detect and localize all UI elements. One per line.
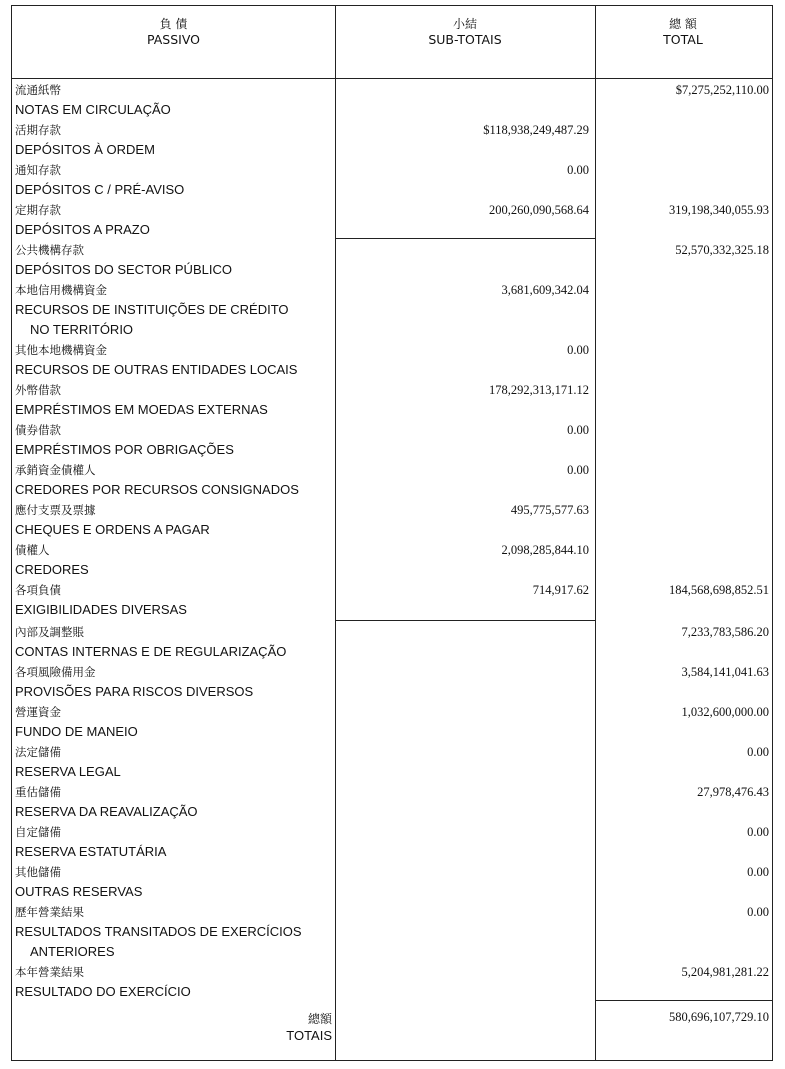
row-label-pt: EMPRÉSTIMOS POR OBRIGAÇÕES: [15, 442, 234, 457]
table-row: [12, 281, 772, 337]
row-label-pt: CREDORES POR RECURSOS CONSIGNADOS: [15, 482, 299, 497]
row-total-value: 1,032,600,000.00: [681, 705, 769, 719]
totals-value: 580,696,107,729.10: [669, 1010, 769, 1024]
table-row: [12, 81, 772, 121]
row-label-pt: RECURSOS DE OUTRAS ENTIDADES LOCAIS: [15, 362, 298, 377]
header-total: 總 額 TOTAL: [663, 17, 703, 47]
row-total-value: 184,568,698,852.51: [669, 583, 769, 597]
row-subtotal-value: 714,917.62: [532, 583, 589, 597]
row-label-zh: 營運資金: [15, 705, 61, 719]
row-label-pt: NOTAS EM CIRCULAÇÃO: [15, 102, 171, 117]
table-row: [12, 501, 772, 541]
row-subtotal-value: $118,938,249,487.29: [483, 123, 589, 137]
table-row: [12, 703, 772, 743]
row-label-zh: 其他本地機構資金: [15, 343, 107, 357]
row-label-pt: EXIGIBILIDADES DIVERSAS: [15, 602, 187, 617]
row-label-pt: FUNDO DE MANEIO: [15, 724, 138, 739]
row-label-zh: 應付支票及票據: [15, 503, 96, 517]
row-label-zh: 公共機構存款: [15, 243, 84, 257]
row-label-zh: 重估儲備: [15, 785, 61, 799]
row-total-value: 27,978,476.43: [697, 785, 769, 799]
row-label-zh: 債券借款: [15, 423, 61, 437]
row-label-zh: 歷年營業結果: [15, 905, 84, 919]
table-row: [12, 341, 772, 381]
row-total-value: 0.00: [747, 865, 769, 879]
table-row: [12, 121, 772, 161]
table-row: [12, 381, 772, 421]
row-subtotal-value: 2,098,285,844.10: [501, 543, 589, 557]
totals-label-zh: 總額: [307, 1012, 332, 1026]
row-label-zh: 通知存款: [15, 163, 61, 177]
row-label-pt: CREDORES: [15, 562, 89, 577]
row-subtotal-value: 0.00: [567, 343, 589, 357]
table-row: [12, 541, 772, 581]
row-label-pt-continued: NO TERRITÓRIO: [30, 322, 134, 337]
row-total-value: 7,233,783,586.20: [681, 625, 769, 639]
row-label-pt: RECURSOS DE INSTITUIÇÕES DE CRÉDITO: [15, 302, 289, 317]
row-label-zh: 本地信用機構資金: [15, 283, 107, 297]
table-row: [12, 963, 772, 1003]
row-label-pt: CONTAS INTERNAS E DE REGULARIZAÇÃO: [15, 644, 287, 659]
row-label-pt: DEPÓSITOS DO SECTOR PÚBLICO: [15, 262, 232, 277]
row-subtotal-value: 200,260,090,568.64: [489, 203, 589, 217]
row-subtotal-value: 0.00: [567, 423, 589, 437]
row-label-zh: 自定儲備: [15, 825, 61, 839]
row-total-value: 52,570,332,325.18: [675, 243, 769, 257]
table-row: [12, 581, 772, 621]
row-label-zh: 債權人: [15, 543, 50, 557]
row-subtotal-value: 178,292,313,171.12: [489, 383, 589, 397]
table-row: [12, 421, 772, 461]
row-total-value: 3,584,141,041.63: [681, 665, 769, 679]
row-label-pt: RESERVA DA REAVALIZAÇÃO: [15, 804, 198, 819]
table-row: [12, 201, 772, 241]
row-label-zh: 本年營業結果: [15, 965, 84, 979]
row-label-pt: DEPÓSITOS À ORDEM: [15, 142, 155, 157]
table-row: [12, 461, 772, 501]
table-row: [12, 743, 772, 783]
row-label-zh: 流通紙幣: [15, 83, 61, 97]
row-subtotal-value: 0.00: [567, 163, 589, 177]
row-label-pt: DEPÓSITOS C / PRÉ-AVISO: [15, 182, 185, 197]
row-label-pt: RESERVA ESTATUTÁRIA: [15, 844, 167, 859]
row-total-value: 319,198,340,055.93: [669, 203, 769, 217]
row-total-value: 0.00: [747, 745, 769, 759]
row-label-pt: EMPRÉSTIMOS EM MOEDAS EXTERNAS: [15, 402, 268, 417]
row-label-zh: 各項負債: [15, 583, 61, 597]
balance-sheet-table: [11, 5, 773, 1061]
header-subtotais: 小結 SUB-TOTAIS: [428, 17, 502, 47]
row-label-zh: 定期存款: [15, 203, 61, 217]
row-total-value: 0.00: [747, 905, 769, 919]
table-row: [12, 241, 772, 281]
row-label-pt: PROVISÕES PARA RISCOS DIVERSOS: [15, 684, 254, 699]
row-subtotal-value: 0.00: [567, 463, 589, 477]
row-label-zh: 內部及調整賬: [15, 625, 84, 639]
row-label-zh: 各項風險備用金: [15, 665, 96, 679]
row-label-zh: 其他儲備: [15, 865, 61, 879]
row-total-value: 5,204,981,281.22: [681, 965, 769, 979]
header-passivo: 負 債 PASSIVO: [146, 17, 200, 47]
table-row: [12, 863, 772, 903]
row-label-zh: 法定儲備: [15, 745, 61, 759]
row-label-pt: RESERVA LEGAL: [15, 764, 121, 779]
row-label-zh: 外幣借款: [15, 383, 61, 397]
row-total-value: 0.00: [747, 825, 769, 839]
table-row: [12, 823, 772, 863]
table-row: [12, 783, 772, 823]
row-label-pt: CHEQUES E ORDENS A PAGAR: [15, 522, 210, 537]
row-label-pt-continued: ANTERIORES: [30, 944, 115, 959]
row-label-zh: 承銷資金債權人: [15, 463, 96, 477]
row-subtotal-value: 495,775,577.63: [510, 503, 589, 517]
row-subtotal-value: 3,681,609,342.04: [501, 283, 589, 297]
row-label-pt: DEPÓSITOS A PRAZO: [15, 222, 150, 237]
row-total-value: $7,275,252,110.00: [675, 83, 769, 97]
table-row: [12, 903, 772, 959]
row-label-pt: RESULTADOS TRANSITADOS DE EXERCÍCIOS: [15, 924, 302, 939]
row-label-pt: OUTRAS RESERVAS: [15, 884, 143, 899]
table-row: [12, 161, 772, 201]
row-label-zh: 活期存款: [15, 123, 61, 137]
header-divider: [12, 78, 772, 79]
table-row: [12, 663, 772, 703]
table-row: [12, 623, 772, 663]
totals-label-pt: TOTAIS: [286, 1028, 332, 1043]
row-label-pt: RESULTADO DO EXERCÍCIO: [15, 984, 191, 999]
